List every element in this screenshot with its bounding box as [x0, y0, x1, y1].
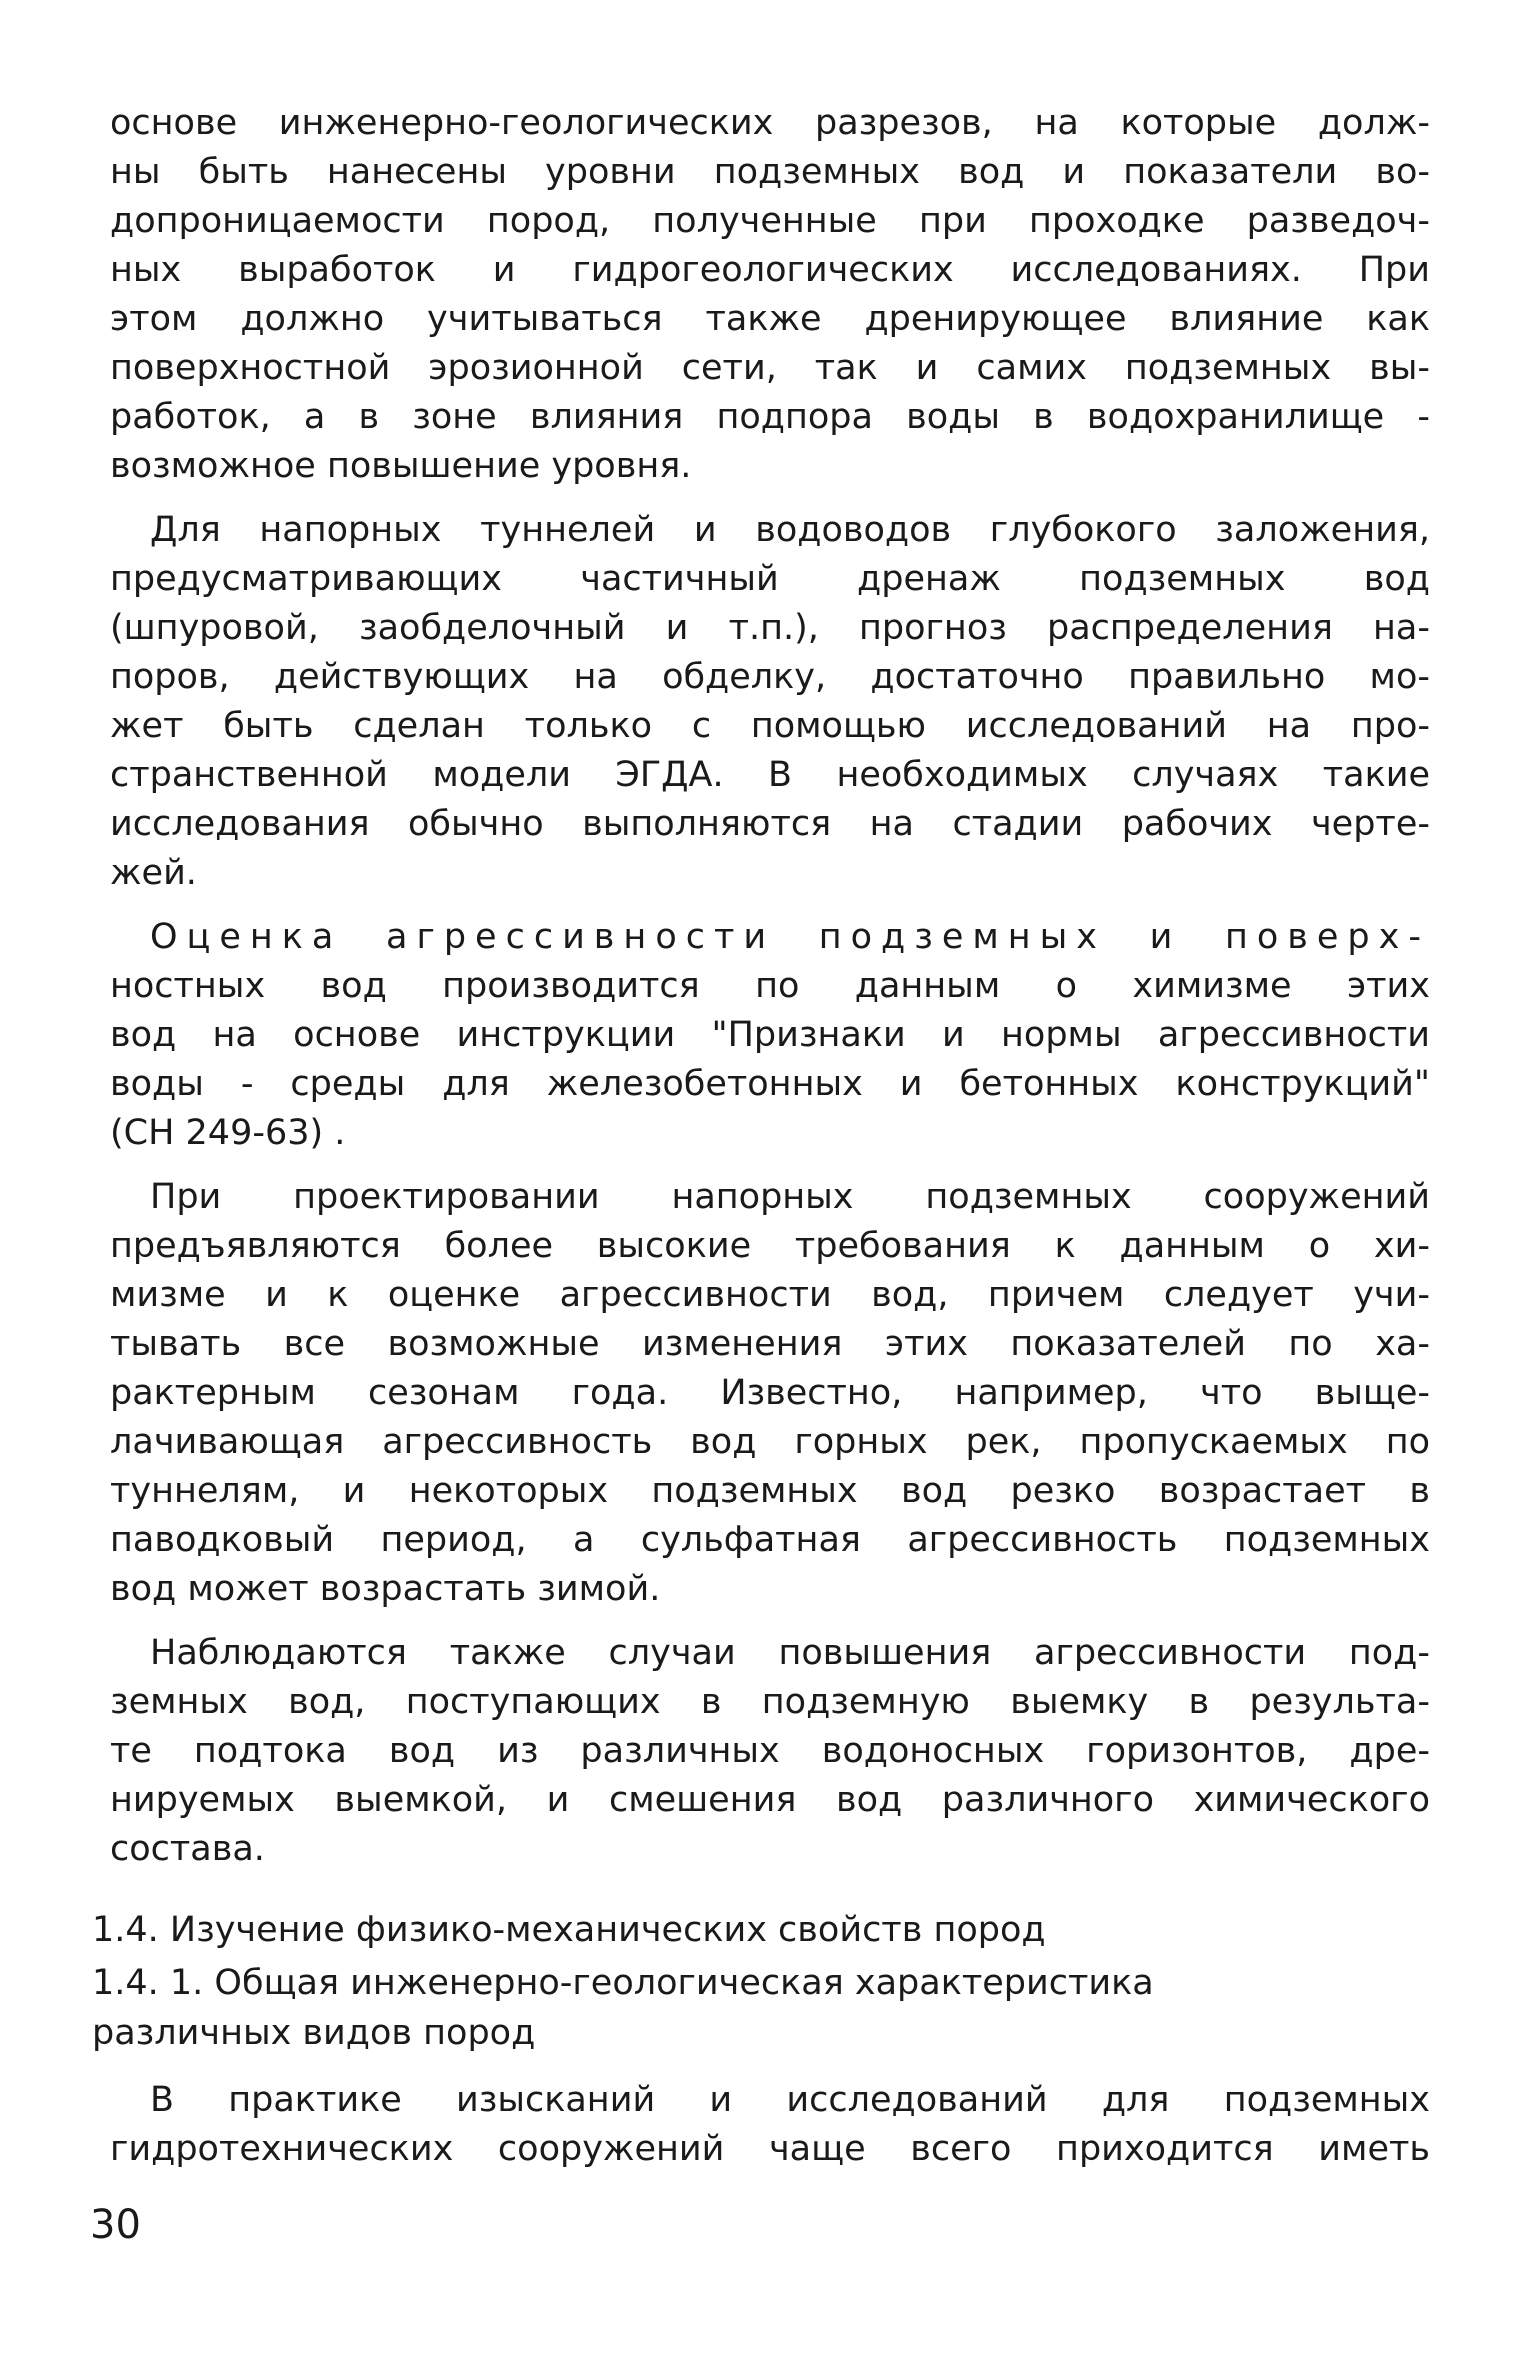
text-line: вод на основе инструкции "Признаки и нормы агрессивности [110, 1015, 1430, 1055]
subsection-heading: 1.4. 1. Общая инженерно-геологическая характеристика [92, 1963, 1154, 2003]
text-line: тывать все возможные изменения этих показателей по ха- [110, 1324, 1430, 1364]
text-line: гидротехнических сооружений чаще всего приходится иметь [110, 2129, 1430, 2169]
text-line: земных вод, поступающих в подземную выемку в результа- [110, 1682, 1430, 1722]
text-line: поров, действующих на обделку, достаточно правильно мо- [110, 657, 1430, 697]
spaced-text-line: Оценка агрессивности подземных и поверх- [150, 917, 1430, 957]
text-line: В практике изысканий и исследований для подземных [150, 2080, 1430, 2120]
text-line: состава. [110, 1829, 265, 1869]
text-line: Наблюдаются также случаи повышения агрессивности под- [150, 1633, 1430, 1673]
text-line: (СН 249-63) . [110, 1113, 346, 1153]
text-line: возможное повышение уровня. [110, 446, 692, 486]
text-line: жей. [110, 853, 197, 893]
text-line: ностных вод производится по данным о химизме этих [110, 966, 1430, 1006]
page-number: 30 [90, 2202, 141, 2248]
text-line: предъявляются более высокие требования к данным о хи- [110, 1226, 1430, 1266]
text-line: жет быть сделан только с помощью исследований на про- [110, 706, 1430, 746]
text-line: туннелям, и некоторых подземных вод резко возрастает в [110, 1471, 1430, 1511]
text-line: лачивающая агрессивность вод горных рек, пропускаемых по [110, 1422, 1430, 1462]
text-line: (шпуровой, заобделочный и т.п.), прогноз распределения на- [110, 608, 1430, 648]
text-line: ны быть нанесены уровни подземных вод и показатели во- [110, 152, 1430, 192]
text-line: исследования обычно выполняются на стадии рабочих черте- [110, 804, 1430, 844]
text-line: работок, а в зоне влияния подпора воды в водохранилище - [110, 397, 1430, 437]
text-line: те подтока вод из различных водоносных горизонтов, дре- [110, 1731, 1430, 1771]
text-line: При проектировании напорных подземных сооружений [150, 1177, 1430, 1217]
text-line: поверхностной эрозионной сети, так и самих подземных вы- [110, 348, 1430, 388]
section-heading: 1.4. Изучение физико-механических свойств пород [92, 1910, 1046, 1950]
text-line: вод может возрастать зимой. [110, 1569, 661, 1609]
text-line: допроницаемости пород, полученные при проходке разведоч- [110, 201, 1430, 241]
text-line: мизме и к оценке агрессивности вод, причем следует учи- [110, 1275, 1430, 1315]
text-line: предусматривающих частичный дренаж подземных вод [110, 559, 1430, 599]
text-line: паводковый период, а сульфатная агрессивность подземных [110, 1520, 1430, 1560]
text-line: этом должно учитываться также дренирующее влияние как [110, 299, 1430, 339]
text-line: воды - среды для железобетонных и бетонных конструкций" [110, 1064, 1430, 1104]
text-line: основе инженерно-геологических разрезов, на которые долж- [110, 103, 1430, 143]
text-line: Для напорных туннелей и водоводов глубокого заложения, [150, 510, 1430, 550]
text-line: нируемых выемкой, и смешения вод различного химического [110, 1780, 1430, 1820]
text-line: рактерным сезонам года. Известно, например, что выще- [110, 1373, 1430, 1413]
text-line: ных выработок и гидрогеологических исследованиях. При [110, 250, 1430, 290]
text-line: странственной модели ЭГДА. В необходимых случаях такие [110, 755, 1430, 795]
subsection-heading-continued: различных видов пород [92, 2013, 536, 2053]
